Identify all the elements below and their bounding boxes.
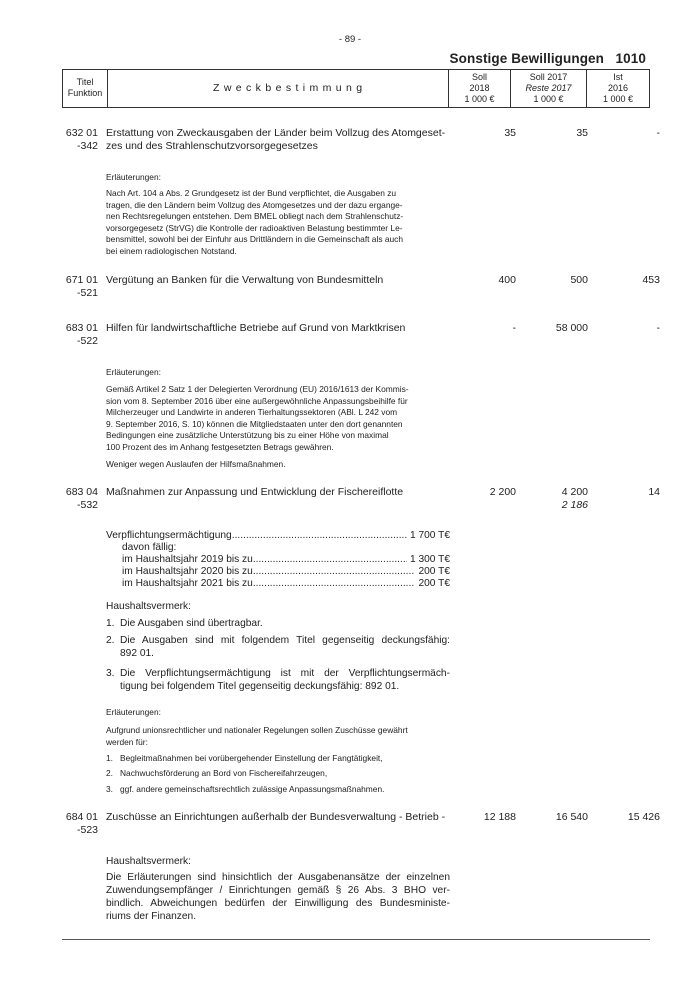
item-text: 892 01. (120, 648, 154, 659)
erlaeuterungen-label: Erläuterungen: (106, 707, 161, 717)
header-soll-2017 (511, 72, 586, 105)
section-title: Sonstige Bewilligungen 1010 (449, 51, 646, 66)
text-line: 100 Prozent des im Anhang festgesetzten Betrags gewähren. (106, 441, 334, 452)
erlaeuterungen-text (106, 725, 452, 748)
entry-number (64, 811, 98, 837)
item-text: Die Verpflichtungsermächtigung ist mit der Verpflichtungsermäch- (120, 668, 450, 679)
text-line: sion vom 8. September 2016 über eine außergewöhnliche Anpassungsbeihilfe für (106, 395, 408, 406)
erlaeuterungen-text (106, 384, 450, 453)
amount-soll-2017: 58 000 (555, 322, 588, 334)
entry-number (64, 274, 98, 300)
column-header (62, 69, 650, 108)
amount-ist-2016: 15 426 (627, 811, 660, 823)
amount-soll-2017 (518, 486, 588, 512)
item-text: ggf. andere gemeinschaftsrechtlich zulässige Anpassungsmaßnahmen. (120, 784, 385, 794)
header-soll-2018 (449, 72, 510, 105)
item-number: 3. (106, 784, 113, 794)
text-line: riums der Finanzen. (106, 911, 197, 922)
text-line: Milcherzeuger und Landwirte in anderen Tierhaltungssektoren (ABl. L 242 vom (106, 407, 398, 417)
header-soll-year: 2018 (469, 83, 490, 93)
amount-soll-2018: 400 (498, 274, 516, 286)
entry-title: Vergütung an Banken für die Verwaltung von Bundesmitteln (106, 274, 384, 286)
item-number: 2. (106, 635, 115, 646)
ve-row-label: im Haushaltsjahr 2021 bis zu (122, 578, 253, 589)
entry-title: Zuschüsse an Einrichtungen außerhalb der Bundesverwaltung - Betrieb - (106, 811, 446, 823)
entry-title: Maßnahmen zur Anpassung und Entwicklung der Fischereiflotte (106, 486, 404, 498)
amount-soll-2018: 35 (504, 127, 516, 139)
item-number: 1. (106, 618, 115, 629)
amount-ist-2016: - (656, 322, 660, 334)
ve-total-row (106, 530, 450, 542)
haushaltsvermerk-label: Haushaltsvermerk: (106, 856, 191, 867)
amount-soll-2018: 2 200 (489, 486, 516, 498)
text-line: bindlich. Abweichungen bedürfen der Einwilligung des Bundesministe- (106, 898, 450, 909)
ve-row-value: 1 300 T€ (409, 554, 450, 565)
header-soll17-unit: 1 000 € (533, 94, 564, 104)
entry-title: Hilfen für landwirtschaftliche Betriebe auf Grund von Marktkrisen (106, 322, 406, 334)
header-ist-unit: 1 000 € (602, 94, 634, 104)
titel-number: 632 01 (65, 127, 98, 139)
funktion-number: -521 (76, 287, 98, 299)
entry-number (64, 127, 98, 153)
erlaeuterungen-item (106, 784, 384, 796)
header-funktion: Funktion (67, 88, 103, 98)
titel-number: 671 01 (65, 274, 98, 286)
text-line: 9. September 2016, S. 10) können die Mitgliedstaaten unter den dort genannten (106, 418, 403, 429)
amount-ist-2016: - (656, 127, 660, 139)
item-text: Begleitmaßnahmen bei vorübergehender Einstellung der Fangtätigkeit, (120, 753, 383, 763)
funktion-number: -532 (76, 499, 98, 511)
footer-divider (62, 939, 650, 940)
ve-row-label: im Haushaltsjahr 2020 bis zu (122, 566, 253, 577)
titel-number: 683 04 (65, 486, 98, 498)
text-line: Die Erläuterungen sind hinsichtlich der Ausgabenansätze der einzelnen (106, 872, 450, 883)
entry-number (64, 322, 98, 348)
item-number: 1. (106, 753, 113, 763)
header-titel-funktion (63, 77, 107, 99)
ve-row (106, 578, 450, 590)
ve-row-value: 200 T€ (418, 578, 450, 589)
header-soll: Soll (471, 72, 487, 82)
erlaeuterungen-text (106, 188, 450, 257)
title-line: Erstattung von Zweckausgaben der Länder beim Vollzug des Atomgeset- (106, 127, 446, 139)
text-line: tragen, die den Ländern beim Vollzug des Atomgesetzes und der dazu ergange- (106, 199, 403, 210)
item-text: Die Ausgaben sind mit folgendem Titel gegenseitig deckungsfähig: (120, 635, 450, 646)
header-ist-2016 (587, 72, 649, 105)
haushaltsvermerk-item (106, 634, 450, 660)
reste-2017-value: 2 186 (561, 499, 588, 511)
title-line: zes und des Strahlenschutzvorsorgegesetzes (106, 140, 318, 152)
ve-row (106, 566, 450, 578)
ve-label: Verpflichtungsermächtigung (106, 530, 232, 541)
text-line: bei einem radiologischen Notstand. (106, 245, 237, 256)
soll-2017-value: 4 200 (561, 486, 588, 498)
amount-ist-2016: 453 (642, 274, 660, 286)
davon-faellig (106, 542, 450, 554)
haushaltsvermerk-label: Haushaltsvermerk: (106, 601, 191, 612)
header-ist: Ist (613, 72, 623, 82)
header-zweckbestimmung: Zweckbestimmung (213, 82, 367, 94)
text-line: Nach Art. 104 a Abs. 2 Grundgesetz ist der Bund verpflichtet, die Ausgaben zu (106, 188, 397, 198)
item-number: 3. (106, 668, 115, 679)
erlaeuterungen-label: Erläuterungen: (106, 172, 161, 182)
text-line: vorsorgegesetz (StrVG) die Kontrolle der radioaktiven Belastung bestimmter Le- (106, 222, 403, 233)
text-line: Gemäß Artikel 2 Satz 1 der Delegierten Verordnung (EU) 2016/1613 der Kommis- (106, 384, 409, 394)
erlaeuterungen-label: Erläuterungen: (106, 367, 161, 377)
text-line: Aufgrund unionsrechtlicher und nationaler Regelungen sollen Zuschüsse gewährt (106, 725, 408, 735)
haushaltsvermerk-item (106, 667, 450, 693)
verpflichtungsermaechtigung (106, 530, 450, 590)
haushaltsvermerk-text (106, 871, 450, 923)
funktion-number: -522 (76, 335, 98, 347)
erlaeuterungen-extra: Weniger wegen Auslaufen der Hilfsmaßnahmen. (106, 459, 286, 469)
entry-number (64, 486, 98, 512)
amount-soll-2017: 16 540 (555, 811, 588, 823)
text-line: Bedingungen eine zusätzliche Unterstützung bis zu einer Höhe von maximal (106, 430, 389, 440)
text-line: bensmittel, sowohl bei der Einfuhr aus Drittländern in die Gemeinschaft als auch (106, 234, 404, 244)
header-titel: Titel (76, 77, 94, 87)
amount-ist-2016: 14 (648, 486, 660, 498)
header-soll17: Soll 2017 (529, 72, 568, 82)
item-text: Die Ausgaben sind übertragbar. (120, 618, 263, 629)
amount-soll-2018: - (512, 322, 516, 334)
funktion-number: -523 (76, 824, 98, 836)
ve-row-label: im Haushaltsjahr 2019 bis zu (122, 554, 253, 565)
titel-number: 684 01 (65, 811, 98, 823)
entry-title (106, 127, 456, 153)
item-text: tigung bei folgendem Titel gegenseitig deckungsfähig: 892 01. (120, 681, 400, 692)
text-line: Zuwendungsempfänger / Einrichtungen gemäß § 26 Abs. 3 BHO ver- (106, 885, 450, 896)
header-soll-unit: 1 000 € (464, 94, 495, 104)
titel-number: 683 01 (65, 322, 98, 334)
header-ist-year: 2016 (607, 83, 629, 93)
amount-soll-2017: 500 (570, 274, 588, 286)
ve-row (106, 554, 450, 566)
item-text: Nachwuchsförderung an Bord von Fischereifahrzeugen, (120, 768, 328, 778)
amount-soll-2018: 12 188 (483, 811, 516, 823)
davon-label: davon fällig: (122, 542, 177, 553)
erlaeuterungen-item (106, 768, 327, 780)
text-line: werden für: (106, 736, 148, 747)
amount-soll-2017: 35 (576, 127, 588, 139)
page-number: - 89 - (338, 34, 362, 45)
text-line: nen Rechtsregelungen entstehen. Dem BMEL obliegt nach dem Strahlenschutz- (106, 211, 404, 221)
item-number: 2. (106, 768, 113, 778)
haushaltsvermerk-item (106, 617, 450, 630)
header-reste: Reste 2017 (525, 83, 572, 93)
funktion-number: -342 (76, 140, 98, 152)
erlaeuterungen-item (106, 753, 383, 765)
ve-value: 1 700 T€ (409, 530, 450, 541)
ve-row-value: 200 T€ (418, 566, 450, 577)
